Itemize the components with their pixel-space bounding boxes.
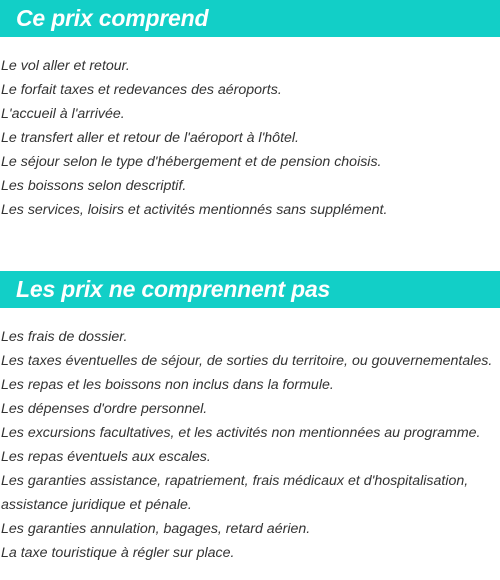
price-includes-section [0,0,500,222]
list-item: Les frais de dossier. [1,329,128,345]
list-item: Le forfait taxes et redevances des aéroports. [1,82,282,98]
list-item: Le vol aller et retour. [1,58,130,74]
list-item: Les garanties assistance, rapatriement, frais médicaux et d'hospitalisation, assistance juridique et pénale. [1,473,469,513]
list-item: Les repas éventuels aux escales. [1,449,211,465]
price-excludes-list [0,325,500,565]
list-item: Le séjour selon le type d'hébergement et de pension choisis. [1,154,382,170]
list-item: Les repas et les boissons non inclus dans la formule. [1,377,334,393]
list-item: Les services, loisirs et activités mentionnés sans supplément. [1,202,388,218]
list-item: Les excursions facultatives, et les activités non mentionnées au programme. [1,425,481,441]
list-item: La taxe touristique à régler sur place. [1,545,235,561]
list-item: Les garanties annulation, bagages, retard aérien. [1,521,311,537]
list-item: Les boissons selon descriptif. [1,178,187,194]
list-item: Les taxes éventuelles de séjour, de sorties du territoire, ou gouvernementales. [1,353,493,369]
price-includes-title: Ce prix comprend [0,0,500,37]
price-excludes-title: Les prix ne comprennent pas [0,271,500,308]
price-excludes-section [0,271,500,565]
list-item: Les dépenses d'ordre personnel. [1,401,208,417]
list-item: Le transfert aller et retour de l'aéroport à l'hôtel. [1,130,299,146]
price-includes-list [0,54,500,222]
list-item: L'accueil à l'arrivée. [1,106,125,122]
